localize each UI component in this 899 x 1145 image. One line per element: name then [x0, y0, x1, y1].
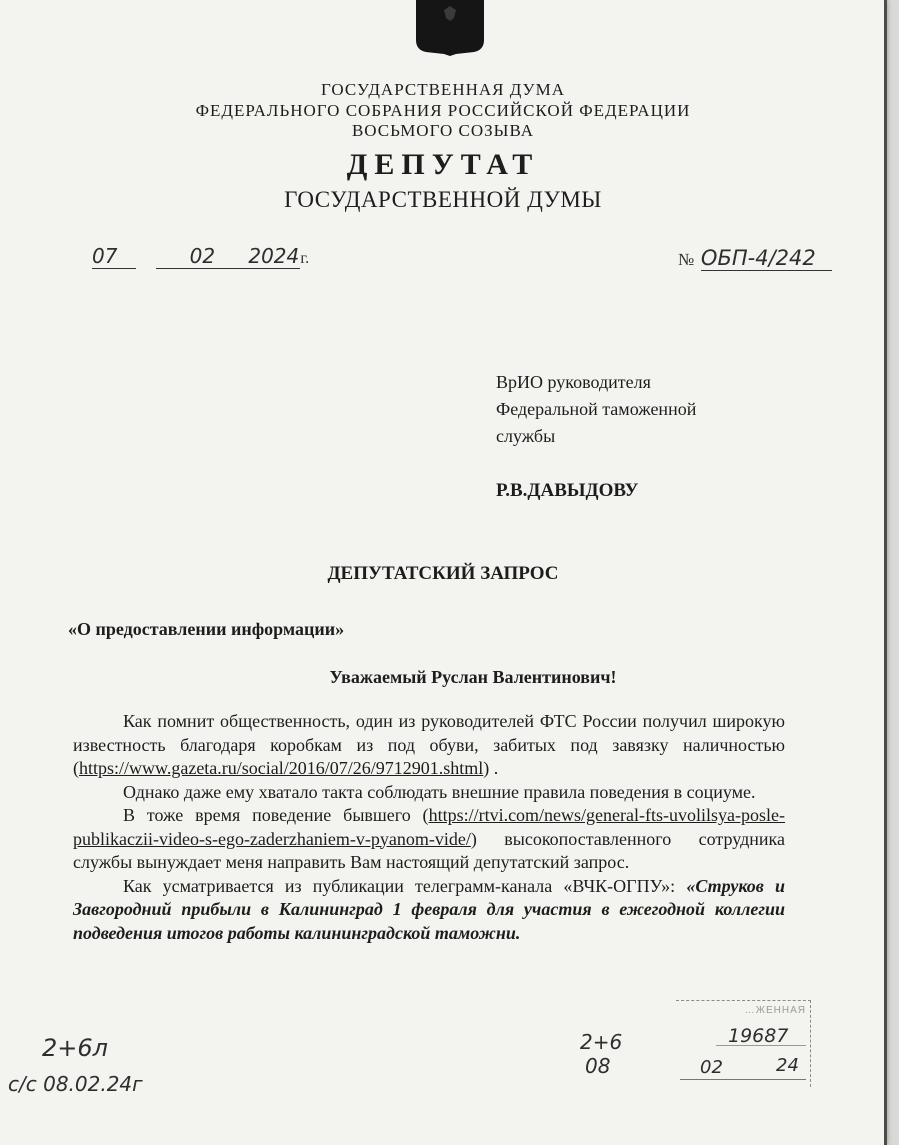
page-edge-shadow: [884, 0, 887, 1145]
paragraph-4: Как усматривается из публикации телеграмм-канала «ВЧК-ОГПУ»: «Струков и Завгородний прибыли в Калининград 1 февраля для участия в ежегодной коллегии подведения итогов работы калининградской таможни.: [73, 875, 785, 943]
paragraph-3: В тоже время поведение бывшего (https://rtvi.com/news/general-fts-uvolilsya-posle-publikaczii-video-s-ego-zaderzhaniem-v-pyanom-vide/) высокопоставленного сотрудника службы вынуждает меня направить Вам настоящий депутатский запрос.: [73, 805, 785, 872]
date-year: 2024: [248, 244, 300, 268]
number-value: ОБП-4/242: [701, 246, 832, 271]
addressee-line-2: Федеральной таможенной: [496, 399, 697, 419]
quote-text: «Струков и Завгородний прибыли в Калининград 1 февраля для участия в ежегодной коллегии подведения итогов работы калининградской таможни.: [73, 875, 785, 943]
handwritten-note-pages: 2+6л: [42, 1034, 108, 1062]
stamp-month: 02: [700, 1057, 723, 1078]
stamp-year: 24: [776, 1055, 799, 1076]
document-date: [92, 244, 309, 269]
date-day: 07: [92, 244, 136, 269]
number-prefix: №: [678, 250, 695, 269]
header-line-3: ВОСЬМОГО СОЗЫВА: [351, 121, 535, 140]
header-subtitle: ГОСУДАРСТВЕННОЙ ДУМЫ: [284, 187, 602, 212]
stamp-header: …ЖЕННАЯ: [744, 1005, 806, 1016]
document-subject: «О предоставлении информации»: [68, 619, 345, 639]
document-number: [678, 246, 832, 271]
paragraph-1: Как помнит общественность, один из руководителей ФТС России получил широкую известность благодаря коробкам из под обуви, забитых под завязку наличностью (https://www.gazeta.ru/social/2016/07/26/9712901.shtml) .: [73, 711, 785, 778]
addressee-line-1: ВрИО руководителя: [496, 372, 651, 392]
gazeta-link[interactable]: https://www.gazeta.ru/social/2016/07/26/9712901.shtml: [79, 758, 484, 778]
date-suffix: г.: [300, 250, 310, 267]
addressee-line-3: службы: [496, 426, 556, 446]
stamp-date-line: [680, 1079, 806, 1080]
greeting: Уважаемый Руслан Валентинович!: [329, 667, 617, 687]
addressee-name: Р.В.ДАВЫДОВУ: [496, 480, 639, 501]
registration-stamp: [676, 1000, 811, 1087]
handwritten-note-date: с/с 08.02.24г: [8, 1072, 143, 1096]
paragraph-2: Однако даже ему хватало такта соблюдать внешние правила поведения в социуме.: [123, 781, 756, 802]
header-line-2: ФЕДЕРАЛЬНОГО СОБРАНИЯ РОССИЙСКОЙ ФЕДЕРАЦИИ: [195, 101, 691, 120]
header-title: ДЕПУТАТ: [346, 148, 540, 181]
date-month: 02: [156, 244, 248, 269]
header-line-1: ГОСУДАРСТВЕННАЯ ДУМА: [321, 80, 565, 99]
coat-of-arms-emblem: [414, 0, 486, 56]
rtvi-link[interactable]: https://rtvi.com/news/general-fts-uvolilsya-posle-publikaczii-video-s-ego-zaderzhaniem-v-pyanom-vide/: [73, 805, 785, 849]
handwritten-note-right-day: 08: [585, 1054, 611, 1078]
handwritten-note-right-pages: 2+6: [580, 1030, 623, 1054]
document-body: [73, 710, 785, 945]
stamp-number: 19687: [728, 1025, 789, 1047]
document-title: ДЕПУТАТСКИЙ ЗАПРОС: [327, 563, 559, 584]
